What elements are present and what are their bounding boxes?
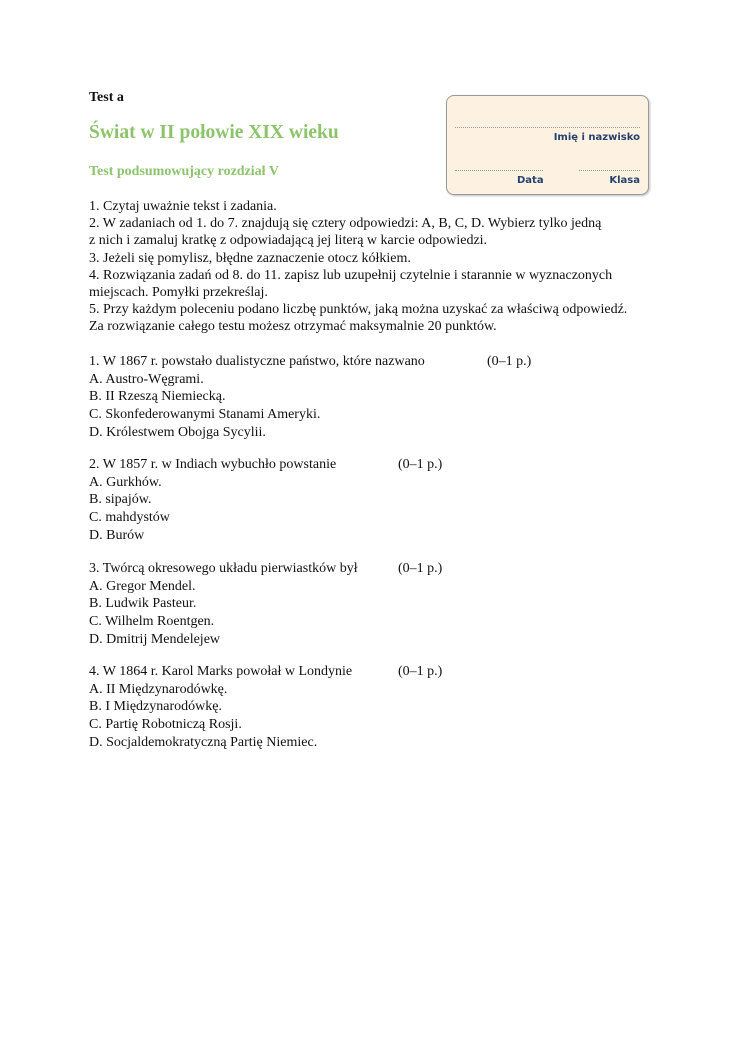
question-stem: 3. Twórcą okresowego układu pierwiastków był (0–1 p.): [89, 561, 443, 576]
answer-option: D. Dmitrij Mendelejew: [89, 631, 221, 647]
date-line: [455, 170, 543, 171]
instruction-line: miejscach. Pomyłki przekreślaj.: [89, 285, 268, 301]
name-label: Imię i nazwisko: [553, 132, 640, 143]
answer-option: D. Socjaldemokratyczną Partię Niemiec.: [89, 734, 318, 750]
answer-option: B. I Międzynarodówkę.: [89, 699, 222, 715]
class-line: [579, 170, 640, 171]
instruction-line: 2. W zadaniach od 1. do 7. znajdują się cztery odpowiedzi: A, B, C, D. Wybierz tylko jedną: [89, 216, 602, 232]
answer-option: B. II Rzeszą Niemiecką.: [89, 389, 226, 405]
instructions: [89, 198, 627, 336]
question-3: [89, 560, 443, 649]
question-1: [89, 353, 532, 442]
answer-option: B. sipajów.: [89, 492, 152, 508]
class-label: Klasa: [609, 175, 640, 186]
answer-option: D. Burów: [89, 527, 145, 543]
page-subtitle: Test podsumowujący rozdział V: [89, 164, 279, 179]
test-label: Test a: [89, 90, 124, 105]
instruction-line: 4. Rozwiązania zadań od 8. do 11. zapisz lub uzupełnij czytelnie i starannie w wyznaczonych: [89, 267, 613, 283]
question-2: [89, 456, 443, 545]
answer-option: A. Gregor Mendel.: [89, 578, 196, 594]
question-points: (0–1 p.): [398, 664, 443, 679]
answer-option: A. Gurkhów.: [89, 474, 162, 490]
question-points: (0–1 p.): [398, 561, 443, 576]
question-4: [89, 663, 443, 752]
instruction-line: 1. Czytaj uważnie tekst i zadania.: [89, 199, 277, 214]
question-stem: 1. W 1867 r. powstało dualistyczne państwo, które nazwano (0–1 p.): [89, 354, 532, 369]
instruction-line: z nich i zamaluj kratkę z odpowiadającą jej literą w karcie odpowiedzi.: [89, 233, 488, 249]
instruction-line: 3. Jeżeli się pomylisz, błędne zaznaczenie otocz kółkiem.: [89, 250, 411, 266]
answer-option: C. mahdystów: [89, 510, 170, 526]
question-stem: 4. W 1864 r. Karol Marks powołał w Londynie (0–1 p.): [89, 664, 443, 679]
answer-option: C. Skonfederowanymi Stanami Ameryki.: [89, 407, 321, 423]
question-points: (0–1 p.): [398, 457, 443, 472]
question-points: (0–1 p.): [487, 354, 532, 369]
page-title: Świat w II połowie XIX wieku: [89, 122, 339, 143]
answer-option: A. Austro-Węgrami.: [89, 371, 204, 387]
name-date-class-box: [446, 95, 649, 195]
instruction-line: Za rozwiązanie całego testu możesz otrzymać maksymalnie 20 punktów.: [89, 319, 497, 335]
question-stem: 2. W 1857 r. w Indiach wybuchło powstanie (0–1 p.): [89, 457, 443, 472]
name-line: [455, 127, 640, 128]
answer-option: C. Wilhelm Roentgen.: [89, 614, 215, 630]
answer-option: A. II Międzynarodówkę.: [89, 681, 228, 697]
date-label: Data: [517, 175, 544, 186]
instruction-line: 5. Przy każdym poleceniu podano liczbę punktów, jaką można uzyskać za właściwą odpowiedź.: [89, 302, 628, 318]
answer-option: D. Królestwem Obojga Sycylii.: [89, 424, 266, 440]
answer-option: B. Ludwik Pasteur.: [89, 596, 197, 612]
answer-option: C. Partię Robotniczą Rosji.: [89, 717, 242, 733]
